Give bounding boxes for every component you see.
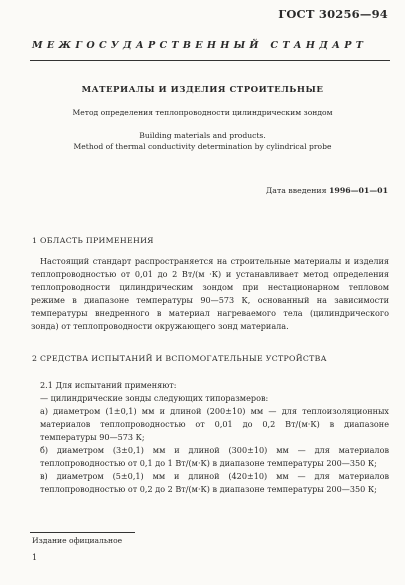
date-value: 1996—01—01 xyxy=(329,186,388,195)
footer-divider xyxy=(30,532,135,533)
official-edition-note: Издание официальное xyxy=(32,536,123,545)
section-2-body xyxy=(31,379,389,496)
list-item-a: а) диаметром (1±0,1) мм и длиной (200±10) мм — для теплоизоляционных материалов теплопроводностью от 0,01 до 0,2 Вт/(м·К) в диапазоне температуры 90—573 К; xyxy=(40,406,389,442)
list-item-c: в) диаметром (5±0,1) мм и длиной (420±10) мм — для материалов теплопроводностью от 0,2 до 2 Вт/(м·К) в диапазоне температуры 200—350 К; xyxy=(40,471,389,494)
document-title: МАТЕРИАЛЫ И ИЗДЕЛИЯ СТРОИТЕЛЬНЫЕ xyxy=(81,85,324,95)
subtitle-en-line1: Building materials and products. xyxy=(139,131,266,140)
section-2-heading: 2 СРЕДСТВА ИСПЫТАНИЙ И ВСПОМОГАТЕЛЬНЫЕ УСТРОЙСТВА xyxy=(32,354,327,363)
section-1-text: Настоящий стандарт распространяется на строительные материалы и изделия теплопроводностью от 0,01 до 2 Вт/(м ·К) и устанавливает метод определения теплопроводности цилиндрическим зондом при нестационарном тепловом режиме в диапазоне температуры 90—573 К, основанный на зависимости температуры внедренного в материал нагреваемого тела (цилиндрического зонда) от теплопроводности окружающего зонд материала. xyxy=(31,256,389,331)
section-1-heading: 1 ОБЛАСТЬ ПРИМЕНЕНИЯ xyxy=(32,236,154,245)
date-label: Дата введения xyxy=(265,186,327,195)
standard-banner: МЕЖГОСУДАРСТВЕННЫЙ СТАНДАРТ xyxy=(32,40,368,51)
introduction-date xyxy=(266,186,388,195)
list-intro: — цилиндрические зонды следующих типоразмеров: xyxy=(40,393,269,403)
list-item-b: б) диаметром (3±0,1) мм и длиной (300±10) мм — для материалов теплопроводностью от 0,1 до 1 Вт/(м·К) в диапазоне температуры 200—350 К; xyxy=(40,445,389,468)
subtitle-en-line2: Method of thermal conductivity determination by cylindrical probe xyxy=(73,142,332,151)
gost-number: ГОСТ 30256—94 xyxy=(278,7,388,21)
page-number: 1 xyxy=(32,553,38,562)
document-subtitle-en xyxy=(0,130,405,152)
clause-2-1: 2.1 Для испытаний применяют: xyxy=(40,380,177,390)
document-subtitle-ru: Метод определения теплопроводности цилиндрическим зондом xyxy=(72,108,333,117)
header-divider xyxy=(30,60,390,61)
